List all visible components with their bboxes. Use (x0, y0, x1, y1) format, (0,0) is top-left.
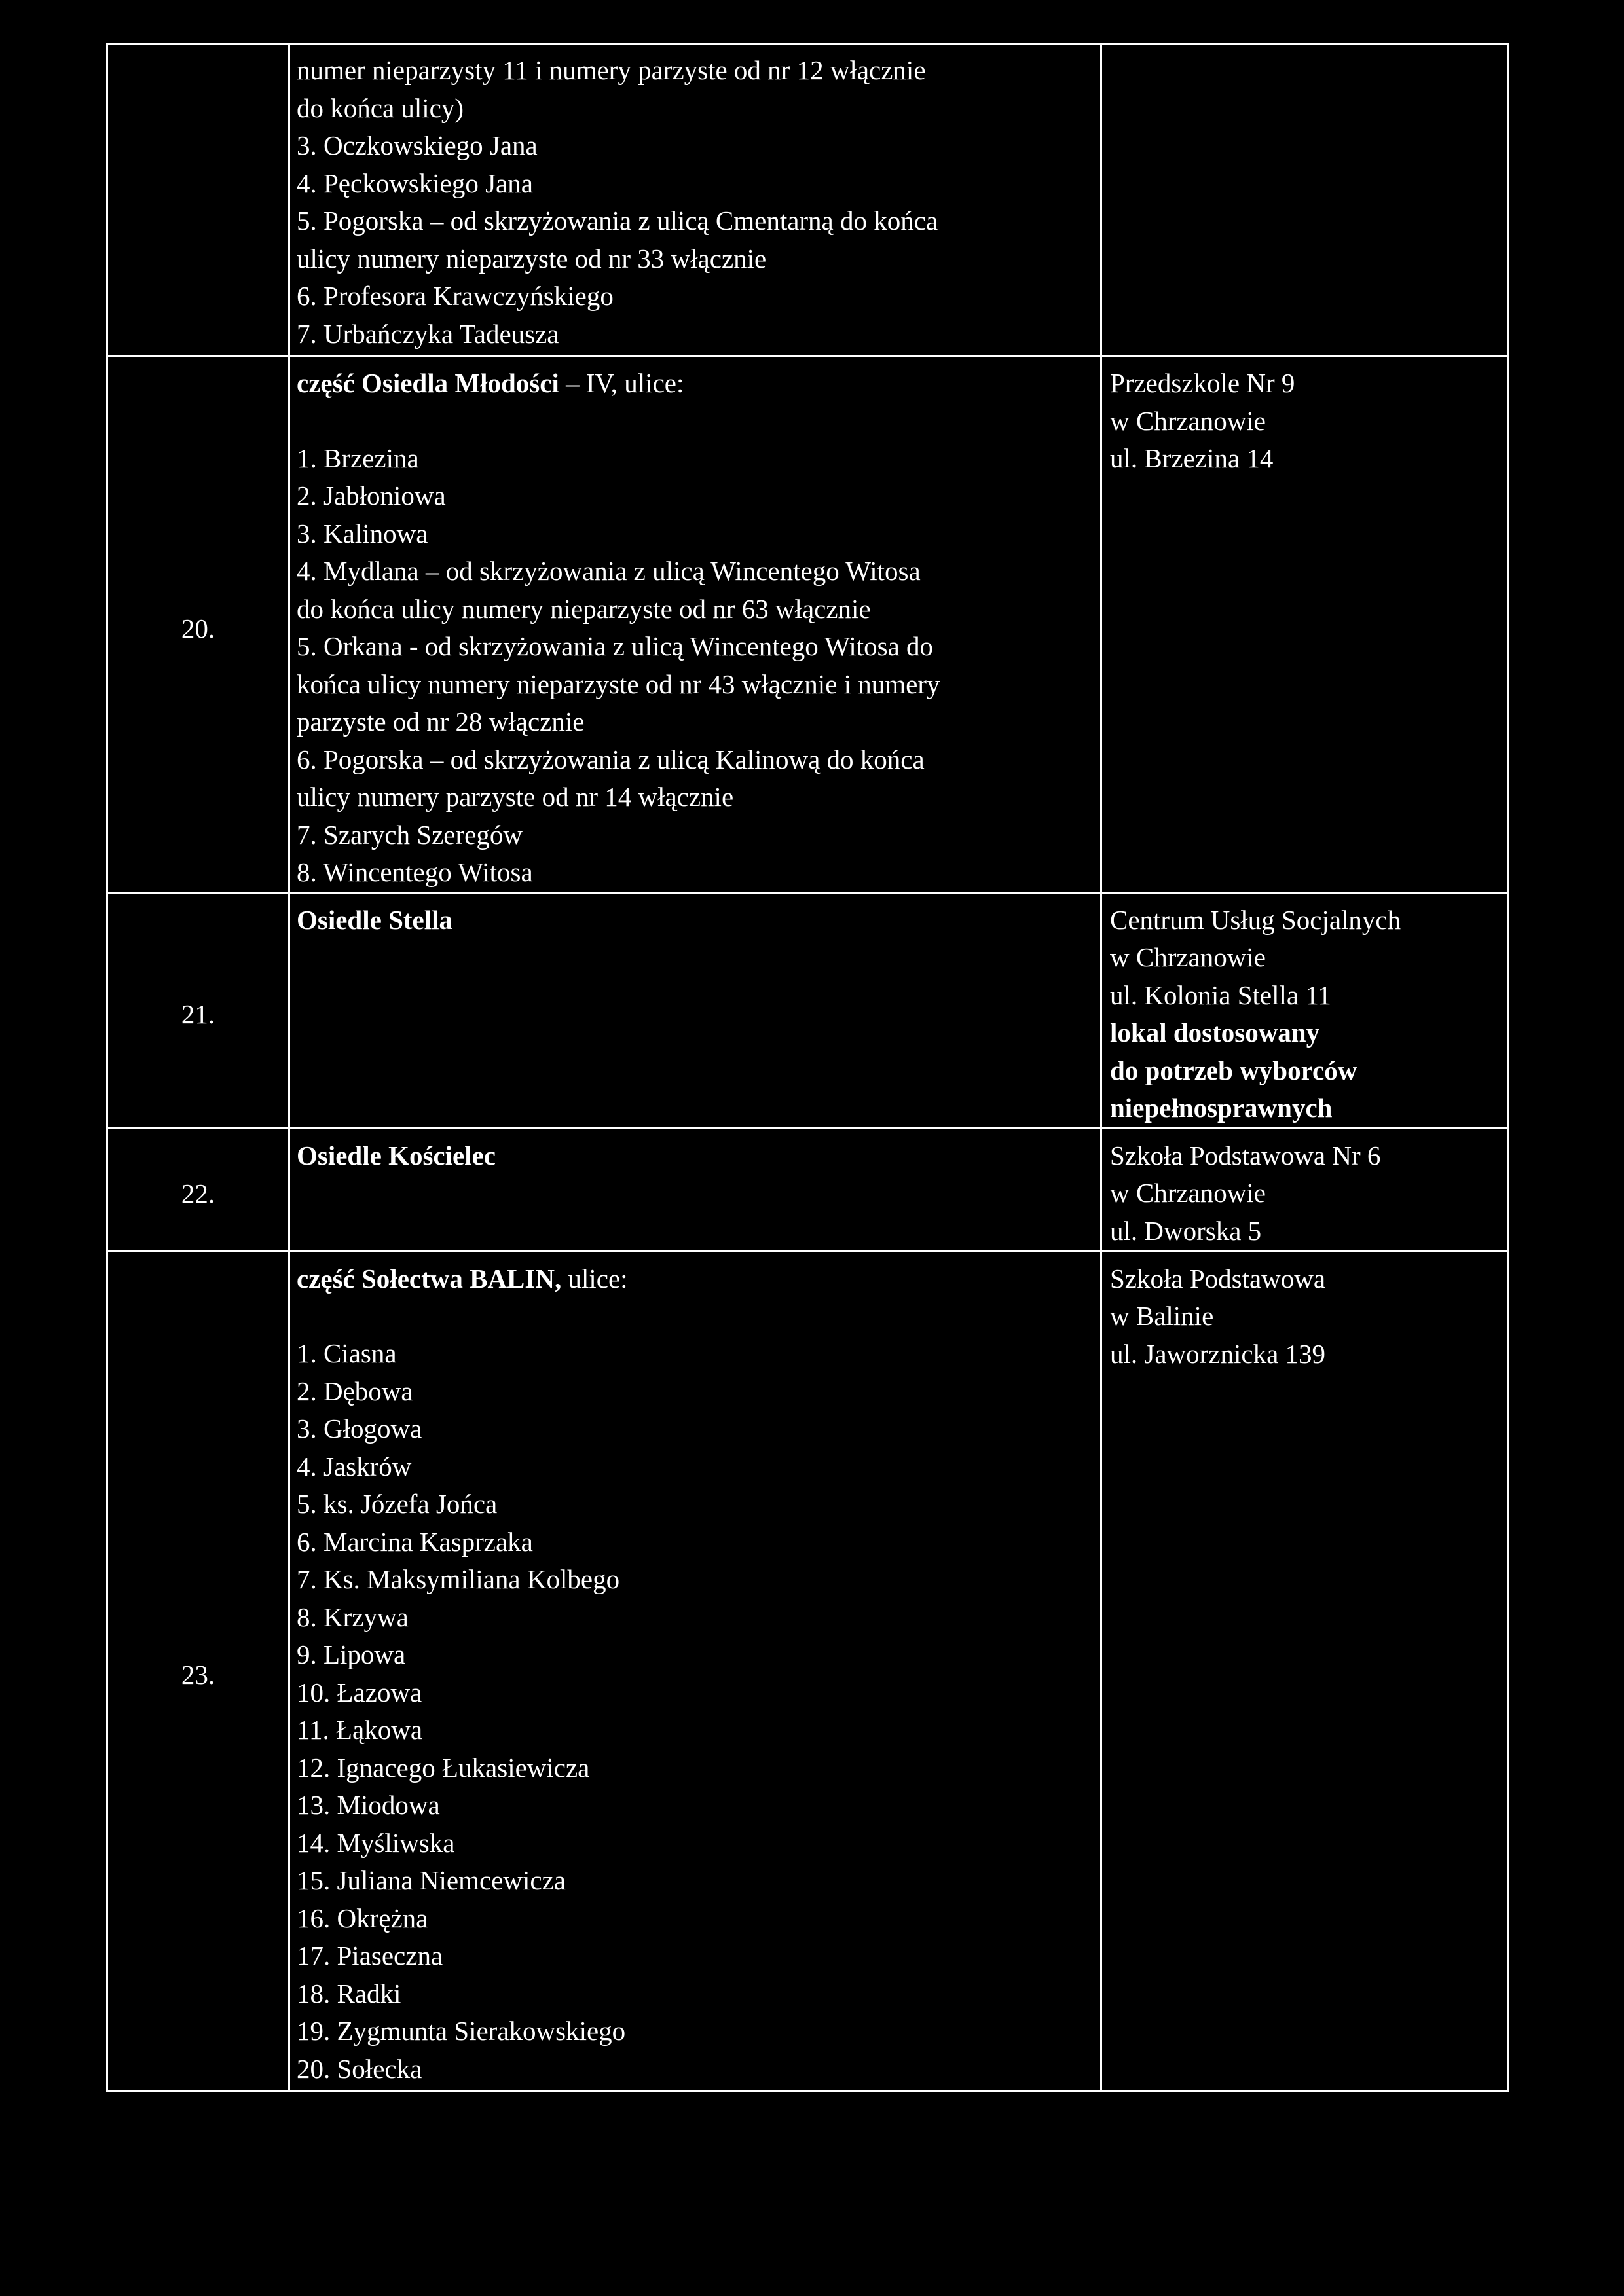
street-line: 20. Sołecka (297, 2053, 422, 2084)
spacer (297, 403, 1095, 440)
street-line: 14. Myśliwska (297, 1827, 455, 1858)
street-line: numer nieparzysty 11 i numery parzyste od nr 12 włącznie (297, 55, 926, 85)
place-line: ul. Kolonia Stella 11 (1110, 979, 1331, 1010)
place-line: w Chrzanowie (1110, 405, 1266, 436)
polling-place-cell (1101, 1251, 1509, 2090)
street-line: 19. Zygmunta Sierakowskiego (297, 2016, 626, 2046)
street-line: 8. Krzywa (297, 1601, 409, 1632)
street-line: 15. Juliana Niemcewicza (297, 1865, 566, 1895)
district-number-cell (107, 892, 289, 1128)
table-row (107, 45, 1509, 356)
accessibility-note: lokal dostosowany (1110, 1017, 1320, 1048)
area-cell (289, 1128, 1101, 1251)
street-line: 6. Marcina Kasprzaka (297, 1526, 533, 1557)
street-line: 3. Oczkowskiego Jana (297, 130, 538, 160)
place-line: ul. Jaworznicka 139 (1110, 1338, 1326, 1369)
place-line: w Chrzanowie (1110, 942, 1266, 972)
street-line: 1. Brzezina (297, 443, 419, 473)
street-line: 4. Pęckowskiego Jana (297, 168, 533, 198)
table-row (107, 356, 1509, 893)
street-line: 5. Orkana - od skrzyżowania z ulicą Wincentego Witosa do (297, 631, 934, 661)
street-line: parzyste od nr 28 włącznie (297, 706, 585, 737)
district-number-cell (107, 45, 289, 356)
street-line: 18. Radki (297, 1978, 401, 2009)
place-line: Centrum Usług Socjalnych (1110, 904, 1401, 935)
polling-districts-table (106, 43, 1509, 2092)
street-line: 6. Pogorska – od skrzyżowania z ulicą Kalinową do końca (297, 744, 925, 774)
street-line: 2. Jabłoniowa (297, 481, 446, 511)
street-line: 16. Okrężna (297, 1903, 428, 1933)
polling-place-cell (1101, 45, 1509, 356)
street-line: 4. Mydlana – od skrzyżowania z ulicą Wincentego Witosa (297, 556, 921, 586)
street-line: 10. Łazowa (297, 1677, 422, 1707)
area-cell (289, 1251, 1101, 2090)
polling-place-cell (1101, 356, 1509, 893)
place-line: w Chrzanowie (1110, 1178, 1266, 1208)
district-number-cell (107, 356, 289, 893)
place-line: ul. Dworska 5 (1110, 1215, 1262, 1246)
place-line: Szkoła Podstawowa (1110, 1263, 1326, 1294)
street-line: 3. Kalinowa (297, 518, 428, 549)
street-line: 11. Łąkowa (297, 1715, 423, 1745)
accessibility-note: niepełnosprawnych (1110, 1093, 1333, 1123)
area-heading: Osiedle Kościelec (297, 1140, 496, 1171)
street-line: do końca ulicy numery nieparzyste od nr 63 włącznie (297, 593, 871, 624)
street-line: 6. Profesora Krawczyńskiego (297, 281, 614, 311)
area-heading: część Osiedla Młodości – IV, ulice: (297, 368, 684, 398)
table-row (107, 1251, 1509, 2090)
district-number-cell (107, 1128, 289, 1251)
table-row (107, 892, 1509, 1128)
street-line: 7. Urbańczyka Tadeusza (297, 318, 559, 349)
district-number: 23. (181, 1660, 215, 1690)
street-line: do końca ulicy) (297, 92, 464, 123)
street-line: 8. Wincentego Witosa (297, 857, 533, 887)
area-heading: Osiedle Stella (297, 904, 453, 935)
street-line: 17. Piaseczna (297, 1941, 443, 1971)
place-line: Szkoła Podstawowa Nr 6 (1110, 1140, 1381, 1171)
street-line: 2. Dębowa (297, 1376, 413, 1406)
street-line: 7. Ks. Maksymiliana Kolbego (297, 1564, 620, 1594)
street-line: 1. Ciasna (297, 1338, 397, 1368)
street-line: ulicy numery nieparzyste od nr 33 włącznie (297, 243, 767, 274)
polling-place-cell (1101, 892, 1509, 1128)
district-number: 20. (181, 613, 215, 644)
district-number: 21. (181, 999, 215, 1030)
spacer (297, 1298, 1095, 1335)
street-line: 12. Ignacego Łukasiewicza (297, 1752, 590, 1783)
place-line: ul. Brzezina 14 (1110, 443, 1274, 473)
street-line: 7. Szarych Szeregów (297, 819, 523, 850)
polling-place-cell (1101, 1128, 1509, 1251)
street-line: 4. Jaskrów (297, 1451, 412, 1482)
street-line: 13. Miodowa (297, 1790, 440, 1820)
table-row (107, 1128, 1509, 1251)
place-line: Przedszkole Nr 9 (1110, 368, 1295, 398)
place-line: w Balinie (1110, 1301, 1214, 1331)
area-heading: część Sołectwa BALIN, ulice: (297, 1263, 628, 1294)
accessibility-note: do potrzeb wyborców (1110, 1055, 1357, 1085)
street-line: 3. Głogowa (297, 1413, 422, 1444)
area-cell (289, 356, 1101, 893)
district-number: 22. (181, 1178, 215, 1209)
street-line: 5. ks. Józefa Jońca (297, 1489, 498, 1519)
street-line: 5. Pogorska – od skrzyżowania z ulicą Cmentarną do końca (297, 206, 938, 236)
street-line: 9. Lipowa (297, 1639, 406, 1669)
district-number-cell (107, 1251, 289, 2090)
area-cell (289, 45, 1101, 356)
area-cell (289, 892, 1101, 1128)
street-line: końca ulicy numery nieparzyste od nr 43 włącznie i numery (297, 668, 940, 699)
street-line: ulicy numery parzyste od nr 14 włącznie (297, 782, 734, 812)
